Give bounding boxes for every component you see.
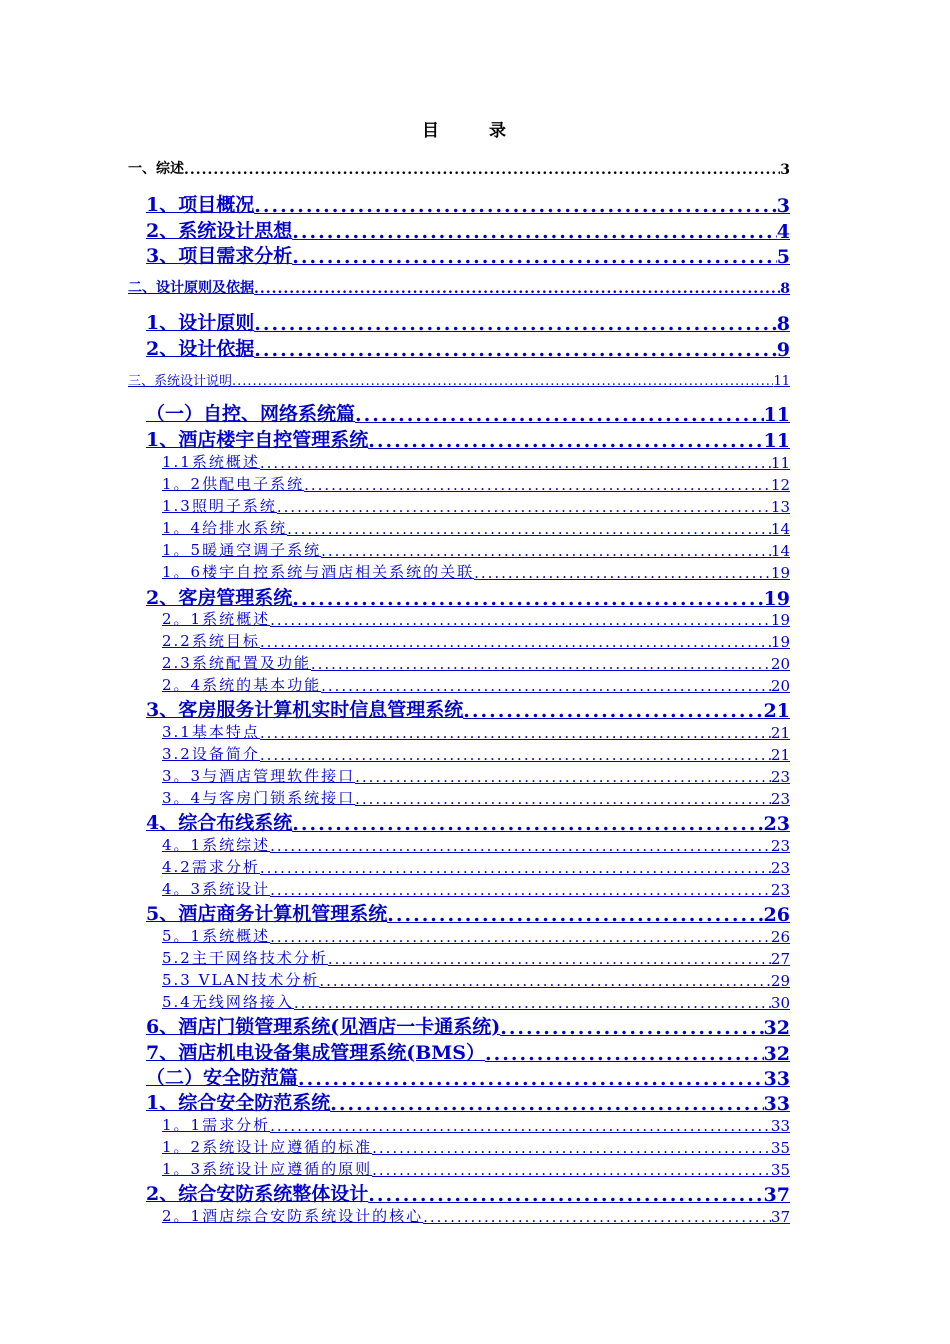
toc-page-number: 26 xyxy=(763,904,790,926)
toc-entry-text: 2。1系统概述 xyxy=(162,610,271,628)
toc-leader xyxy=(319,972,771,990)
toc-entry-text: 1。2系统设计应遵循的标准 xyxy=(162,1138,373,1156)
toc-leader xyxy=(355,404,764,426)
toc-page-number: 9 xyxy=(776,339,790,361)
toc-entry[interactable] xyxy=(146,1180,790,1206)
toc-leader xyxy=(292,813,763,835)
toc-leader xyxy=(260,859,771,877)
toc-entry-text: 3。4与客房门锁系统接口 xyxy=(162,789,356,807)
toc-leader xyxy=(260,454,771,472)
toc-leader xyxy=(372,1161,771,1179)
toc-page-number: 23 xyxy=(770,768,790,786)
toc-leader xyxy=(387,904,763,926)
toc-leader xyxy=(321,677,771,695)
toc-entry-text: 5、酒店商务计算机管理系统 xyxy=(146,903,388,925)
toc-entry-text: 2。1酒店综合安防系统设计的核心 xyxy=(162,1207,424,1225)
toc-page-number: 26 xyxy=(770,928,790,946)
toc-entry[interactable] xyxy=(162,473,790,494)
toc-leader xyxy=(270,881,771,899)
toc-entry[interactable] xyxy=(146,900,790,926)
toc-entry[interactable] xyxy=(146,809,790,835)
toc-entry-text: （一）自控、网络系统篇 xyxy=(146,403,356,425)
toc-leader xyxy=(321,542,771,560)
toc-entry[interactable] xyxy=(162,674,790,695)
toc-entry-text: 2、系统设计思想 xyxy=(146,220,293,242)
toc-page-number: 29 xyxy=(770,972,790,990)
toc-leader xyxy=(368,430,763,452)
toc-entry-text: 5.3 VLAN技术分析 xyxy=(162,971,320,989)
toc-entry-text: 2.3系统配置及功能 xyxy=(162,654,311,672)
toc-page-number: 32 xyxy=(763,1017,790,1039)
toc-page-number: 11 xyxy=(763,404,790,426)
toc-entry[interactable] xyxy=(146,217,790,243)
toc-entry[interactable] xyxy=(162,765,790,786)
toc-page-number: 23 xyxy=(770,881,790,899)
toc-page-number: 19 xyxy=(770,633,790,651)
page-title: 目 录 xyxy=(422,121,528,141)
toc-leader xyxy=(292,588,763,610)
toc-entry[interactable] xyxy=(162,630,790,651)
toc-entry[interactable] xyxy=(162,856,790,877)
toc-entry[interactable] xyxy=(146,309,790,335)
toc-leader xyxy=(254,339,777,361)
toc-entry[interactable] xyxy=(162,721,790,742)
toc-entry[interactable] xyxy=(146,191,790,217)
toc-page-number: 3 xyxy=(780,162,790,178)
toc-entry[interactable] xyxy=(146,426,790,452)
toc-entry[interactable] xyxy=(162,1114,790,1135)
toc-leader xyxy=(292,221,777,243)
toc-entry-text: 5.4无线网络接入 xyxy=(162,993,294,1011)
toc-leader xyxy=(485,1043,764,1065)
toc-leader xyxy=(292,246,777,268)
toc-leader xyxy=(304,476,771,494)
toc-entry-text: 1、综合安全防范系统 xyxy=(146,1092,331,1114)
toc-leader xyxy=(270,611,771,629)
toc-entry-text: 1、项目概况 xyxy=(146,194,255,216)
toc-entry[interactable] xyxy=(162,495,790,516)
toc-entry[interactable] xyxy=(146,1039,790,1065)
toc-leader xyxy=(355,790,771,808)
toc-page-number: 11 xyxy=(763,430,790,452)
toc-entry-text: 1。6楼宇自控系统与酒店相关系统的关联 xyxy=(162,563,475,581)
toc-page-number: 19 xyxy=(763,588,790,610)
toc-entry[interactable] xyxy=(162,743,790,764)
toc-entry[interactable] xyxy=(162,608,790,629)
toc-leader xyxy=(463,700,763,722)
toc-page-number: 21 xyxy=(770,746,790,764)
toc-entry[interactable] xyxy=(162,1205,790,1226)
toc-leader xyxy=(260,633,771,651)
toc-entry[interactable] xyxy=(162,1158,790,1179)
toc-page-number: 37 xyxy=(763,1184,790,1206)
toc-entry-overview[interactable] xyxy=(128,158,790,178)
toc-entry-text: 三、系统设计说明 xyxy=(128,374,233,389)
toc-entry-text: 1.1系统概述 xyxy=(162,453,260,471)
toc-entry-text: 6、酒店门锁管理系统(见酒店一卡通系统) xyxy=(146,1016,501,1038)
toc-entry-text: 4、综合布线系统 xyxy=(146,812,293,834)
toc-page-number: 23 xyxy=(763,813,790,835)
toc-leader xyxy=(474,564,771,582)
toc-entry-text: 二、设计原则及依据 xyxy=(128,280,254,296)
toc-entry-text: 4。1系统综述 xyxy=(162,836,271,854)
toc-page-number: 14 xyxy=(770,542,790,560)
toc-entry-text: 2.2系统目标 xyxy=(162,632,260,650)
toc-page-number: 19 xyxy=(770,564,790,582)
toc-entry-text: 7、酒店机电设备集成管理系统(BMS） xyxy=(146,1042,486,1064)
toc-entry[interactable] xyxy=(162,969,790,990)
toc-page-number: 8 xyxy=(776,313,790,335)
toc-page-number: 33 xyxy=(763,1068,790,1090)
toc-page-number: 33 xyxy=(770,1117,790,1135)
toc-leader xyxy=(372,1139,771,1157)
toc-leader xyxy=(423,1208,771,1226)
toc-entry[interactable] xyxy=(146,335,790,361)
toc-page-number: 30 xyxy=(770,994,790,1012)
toc-entry[interactable] xyxy=(162,834,790,855)
toc-entry[interactable] xyxy=(162,451,790,472)
toc-entry[interactable] xyxy=(162,652,790,673)
toc-entry-text: 一、综述 xyxy=(128,161,184,177)
toc-entry-text: 1。3系统设计应遵循的原则 xyxy=(162,1160,373,1178)
toc-entry[interactable] xyxy=(146,242,790,268)
toc-entry[interactable] xyxy=(146,1013,790,1039)
toc-page-number: 8 xyxy=(780,281,790,297)
toc-entry-text: 5。1系统概述 xyxy=(162,927,271,945)
toc-entry-text: 2、综合安防系统整体设计 xyxy=(146,1183,369,1205)
toc-entry-text: 1。5暖通空调子系统 xyxy=(162,541,322,559)
toc-leader xyxy=(277,498,771,516)
toc-entry-text: 4.2需求分析 xyxy=(162,858,260,876)
toc-leader xyxy=(232,374,773,389)
toc-entry-text: 3。3与酒店管理软件接口 xyxy=(162,767,356,785)
toc-entry-text: 5.2主干网络技术分析 xyxy=(162,949,328,967)
toc-entry-text: 4。3系统设计 xyxy=(162,880,271,898)
toc-leader xyxy=(287,520,771,538)
toc-entry-text: 3.1基本特点 xyxy=(162,723,260,741)
toc-leader xyxy=(330,1093,763,1115)
toc-entry[interactable] xyxy=(162,947,790,968)
toc-leader xyxy=(298,1068,764,1090)
toc-leader xyxy=(184,162,780,178)
toc-entry-text: 2、设计依据 xyxy=(146,338,255,360)
toc-entry-text: 1。1需求分析 xyxy=(162,1116,271,1134)
toc-page-number: 14 xyxy=(770,520,790,538)
toc-page-number: 35 xyxy=(770,1161,790,1179)
toc-entry[interactable] xyxy=(128,277,790,297)
toc-entry[interactable] xyxy=(162,787,790,808)
toc-entry[interactable] xyxy=(162,991,790,1012)
toc-page-number: 4 xyxy=(776,221,790,243)
toc-entry[interactable] xyxy=(146,1089,790,1115)
toc-page-number: 5 xyxy=(776,246,790,268)
toc-entry-text: 1、酒店楼宇自控管理系统 xyxy=(146,429,369,451)
toc-entry[interactable] xyxy=(128,369,790,389)
toc-page-number: 20 xyxy=(770,677,790,695)
toc-entry-text: 3.2设备简介 xyxy=(162,745,260,763)
toc-page-number: 3 xyxy=(776,195,790,217)
toc-entry-text: （二）安全防范篇 xyxy=(146,1067,299,1089)
toc-page-number: 33 xyxy=(763,1093,790,1115)
toc-entry[interactable] xyxy=(162,878,790,899)
toc-entry-text: 1。2供配电子系统 xyxy=(162,475,305,493)
toc-entry[interactable] xyxy=(162,539,790,560)
toc-entry[interactable] xyxy=(146,1064,790,1090)
toc-leader xyxy=(270,928,771,946)
toc-page-number: 19 xyxy=(770,611,790,629)
toc-leader xyxy=(260,746,771,764)
toc-leader xyxy=(328,950,771,968)
toc-leader xyxy=(270,837,771,855)
toc-leader xyxy=(500,1017,763,1039)
toc-page-number: 32 xyxy=(763,1043,790,1065)
toc-entry-text: 1、设计原则 xyxy=(146,312,255,334)
toc-entry-text: 1。4给排水系统 xyxy=(162,519,288,537)
toc-entry-text: 2。4系统的基本功能 xyxy=(162,676,322,694)
toc-page-number: 35 xyxy=(770,1139,790,1157)
toc-page-number: 21 xyxy=(770,724,790,742)
toc-entry-text: 3、客房服务计算机实时信息管理系统 xyxy=(146,699,464,721)
toc-leader xyxy=(355,768,771,786)
toc-page-number: 23 xyxy=(770,859,790,877)
toc-entry[interactable] xyxy=(162,1136,790,1157)
toc-page-number: 27 xyxy=(770,950,790,968)
toc-leader xyxy=(270,1117,771,1135)
toc-entry-text: 2、客房管理系统 xyxy=(146,587,293,609)
toc-page-number: 21 xyxy=(763,700,790,722)
toc-entry[interactable] xyxy=(146,400,790,426)
toc-entry[interactable] xyxy=(162,561,790,582)
toc-entry-text: 3、项目需求分析 xyxy=(146,245,293,267)
toc-leader xyxy=(254,313,777,335)
toc-page-number: 37 xyxy=(770,1208,790,1226)
toc-leader xyxy=(311,655,771,673)
toc-entry[interactable] xyxy=(162,517,790,538)
toc-page-number: 11 xyxy=(773,374,790,389)
toc-entry[interactable] xyxy=(162,925,790,946)
toc-leader xyxy=(294,994,771,1012)
toc-leader xyxy=(254,281,780,297)
toc-page-number: 23 xyxy=(770,837,790,855)
toc-leader xyxy=(368,1184,763,1206)
toc-page-number: 12 xyxy=(770,476,790,494)
toc-page-number: 20 xyxy=(770,655,790,673)
toc-leader xyxy=(254,195,777,217)
toc-leader xyxy=(260,724,771,742)
toc-entry[interactable] xyxy=(146,584,790,610)
toc-entry[interactable] xyxy=(146,696,790,722)
toc-entry-text: 1.3照明子系统 xyxy=(162,497,277,515)
toc-page-number: 23 xyxy=(770,790,790,808)
toc-page-number: 13 xyxy=(770,498,790,516)
toc-page-number: 11 xyxy=(770,454,790,472)
